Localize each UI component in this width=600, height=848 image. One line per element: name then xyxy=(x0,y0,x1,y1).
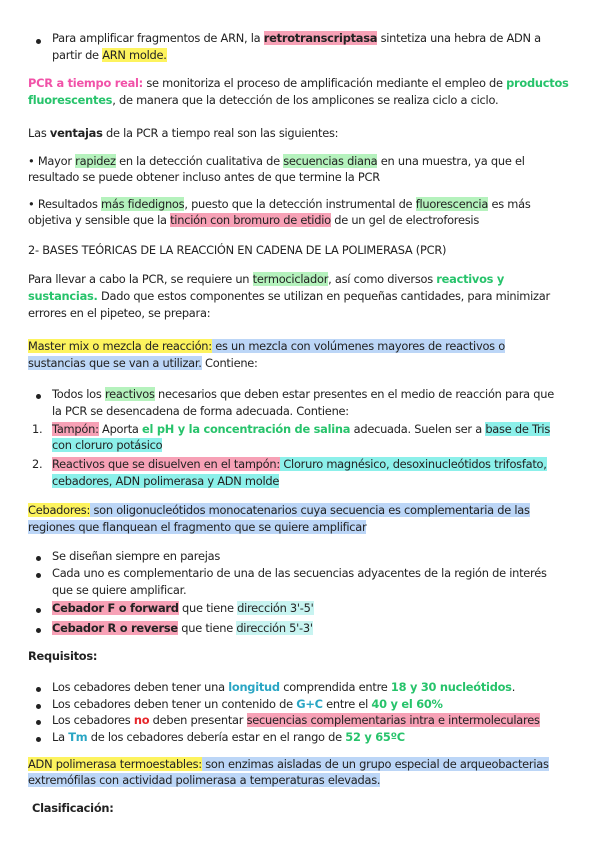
para-line-3: errores en el pipeteo, se prepara: xyxy=(28,306,211,320)
todos-line-1: Todos los reactivos necesarios que deben estar presentes en el medio de reacción para que xyxy=(52,387,554,401)
cebadores-line-2: regiones que flanquean el fragmento que se quiere amplificar xyxy=(28,520,367,534)
ventaja-1-line-1: • Mayor rapidez en la detección cualitativa de secuencias diana en una muestra, ya que el xyxy=(28,154,525,168)
clasificacion-title: Clasificación: xyxy=(32,801,114,815)
requisito-2: Los cebadores deben tener un contenido de G+C entre el 40 y el 60% xyxy=(52,697,443,711)
bullet xyxy=(36,39,41,44)
master-line-2: sustancias que se van a utilizar. Contiene: xyxy=(28,356,258,370)
arn-molde-highlight: ARN molde. xyxy=(102,48,167,62)
cebadores-item-1: Se diseñan siempre en parejas xyxy=(52,549,221,563)
cebador-forward: Cebador F o forward que tiene dirección 3'-5' xyxy=(52,601,314,615)
cebadores-line-1: Cebadores: son oligonucleótidos monocatenarios cuya secuencia es complementaria de las xyxy=(28,503,530,517)
arn-line-2: partir de ARN molde. xyxy=(52,48,167,62)
master-line-1: Master mix o mezcla de reacción: es un mezcla con volúmenes mayores de reactivos o xyxy=(28,339,505,353)
requisito-1: Los cebadores deben tener una longitud comprendida entre 18 y 30 nucleótidos. xyxy=(52,680,516,694)
tampon-line-1: Tampón: Aporta el pH y la concentración de salina adecuada. Suelen ser a base de Tris xyxy=(52,422,551,436)
ventajas-line: Las ventajas de la PCR a tiempo real son las siguientes: xyxy=(28,126,339,140)
bullet xyxy=(36,704,41,709)
ventaja-1-line-2: resultado se puede obtener incluso antes de que termine la PCR xyxy=(28,170,380,184)
ventaja-2-line-2: objetiva y sensible que la tinción con bromuro de etidio de un gel de electroforesis xyxy=(28,213,480,227)
cebadores-item-2b: que se quiere amplificar. xyxy=(52,583,187,597)
cebador-reverse: Cebador R o reverse que tiene dirección 5'-3' xyxy=(52,621,313,635)
pcr-line-1: PCR a tiempo real: se monitoriza el proceso de amplificación mediante el empleo de productos xyxy=(28,76,569,90)
pcr-term: PCR a tiempo real: xyxy=(28,76,143,90)
tampon-line-2: con cloruro potásico xyxy=(52,438,163,452)
ventaja-2-line-1: • Resultados más fidedignos, puesto que la detección instrumental de fluorescencia es más xyxy=(28,197,531,211)
arn-line-1: Para amplificar fragmentos de ARN, la retrotranscriptasa sintetiza una hebra de ADN a xyxy=(52,31,541,45)
adn-line-1: ADN polimerasa termoestables: son enzimas aisladas de un grupo especial de arqueobacterias xyxy=(28,757,549,771)
requisito-3: Los cebadores no deben presentar secuencias complementarias intra e intermoleculares xyxy=(52,713,540,727)
bullet xyxy=(36,394,41,399)
cebadores-item-2a: Cada uno es complementario de una de las secuencias adyacentes de la región de interés xyxy=(52,566,547,580)
adn-line-2: extremófilas con actividad polimerasa a temperaturas elevadas. xyxy=(28,773,381,787)
bullet xyxy=(36,573,41,578)
reactivos-line-1: Reactivos que se disuelven en el tampón: Cloruro magnésico, desoxinucleótidos trifosfato, xyxy=(52,457,547,471)
bullet xyxy=(36,720,41,725)
bullet xyxy=(36,556,41,561)
requisito-4: La Tm de los cebadores debería estar en el rango de 52 y 65ºC xyxy=(52,730,405,744)
requisitos-title: Requisitos: xyxy=(28,649,98,663)
todos-line-2: la PCR se desencadena de forma adecuada. Contiene: xyxy=(52,404,349,418)
bullet xyxy=(36,737,41,742)
bullet xyxy=(36,687,41,692)
para-line-1: Para llevar a cabo la PCR, se requiere un termociclador, así como diversos reactivos y xyxy=(28,272,505,286)
list-number-2: 2. xyxy=(32,457,43,471)
pcr-line-2: fluorescentes, de manera que la detección de los amplicones se realiza ciclo a ciclo. xyxy=(28,93,499,107)
para-line-2: sustancias. Dado que estos componentes se utilizan en pequeñas cantidades, para minimizar xyxy=(28,289,550,303)
bullet xyxy=(36,608,41,613)
reactivos-line-2: cebadores, ADN polimerasa y ADN molde xyxy=(52,474,280,488)
section-heading: 2- BASES TEÓRICAS DE LA REACCIÓN EN CADENA DE LA POLIMERASA (PCR) xyxy=(28,243,447,257)
bullet xyxy=(36,628,41,633)
list-number-1: 1. xyxy=(32,422,43,436)
retrotranscriptasa-highlight: retrotranscriptasa xyxy=(263,31,378,45)
